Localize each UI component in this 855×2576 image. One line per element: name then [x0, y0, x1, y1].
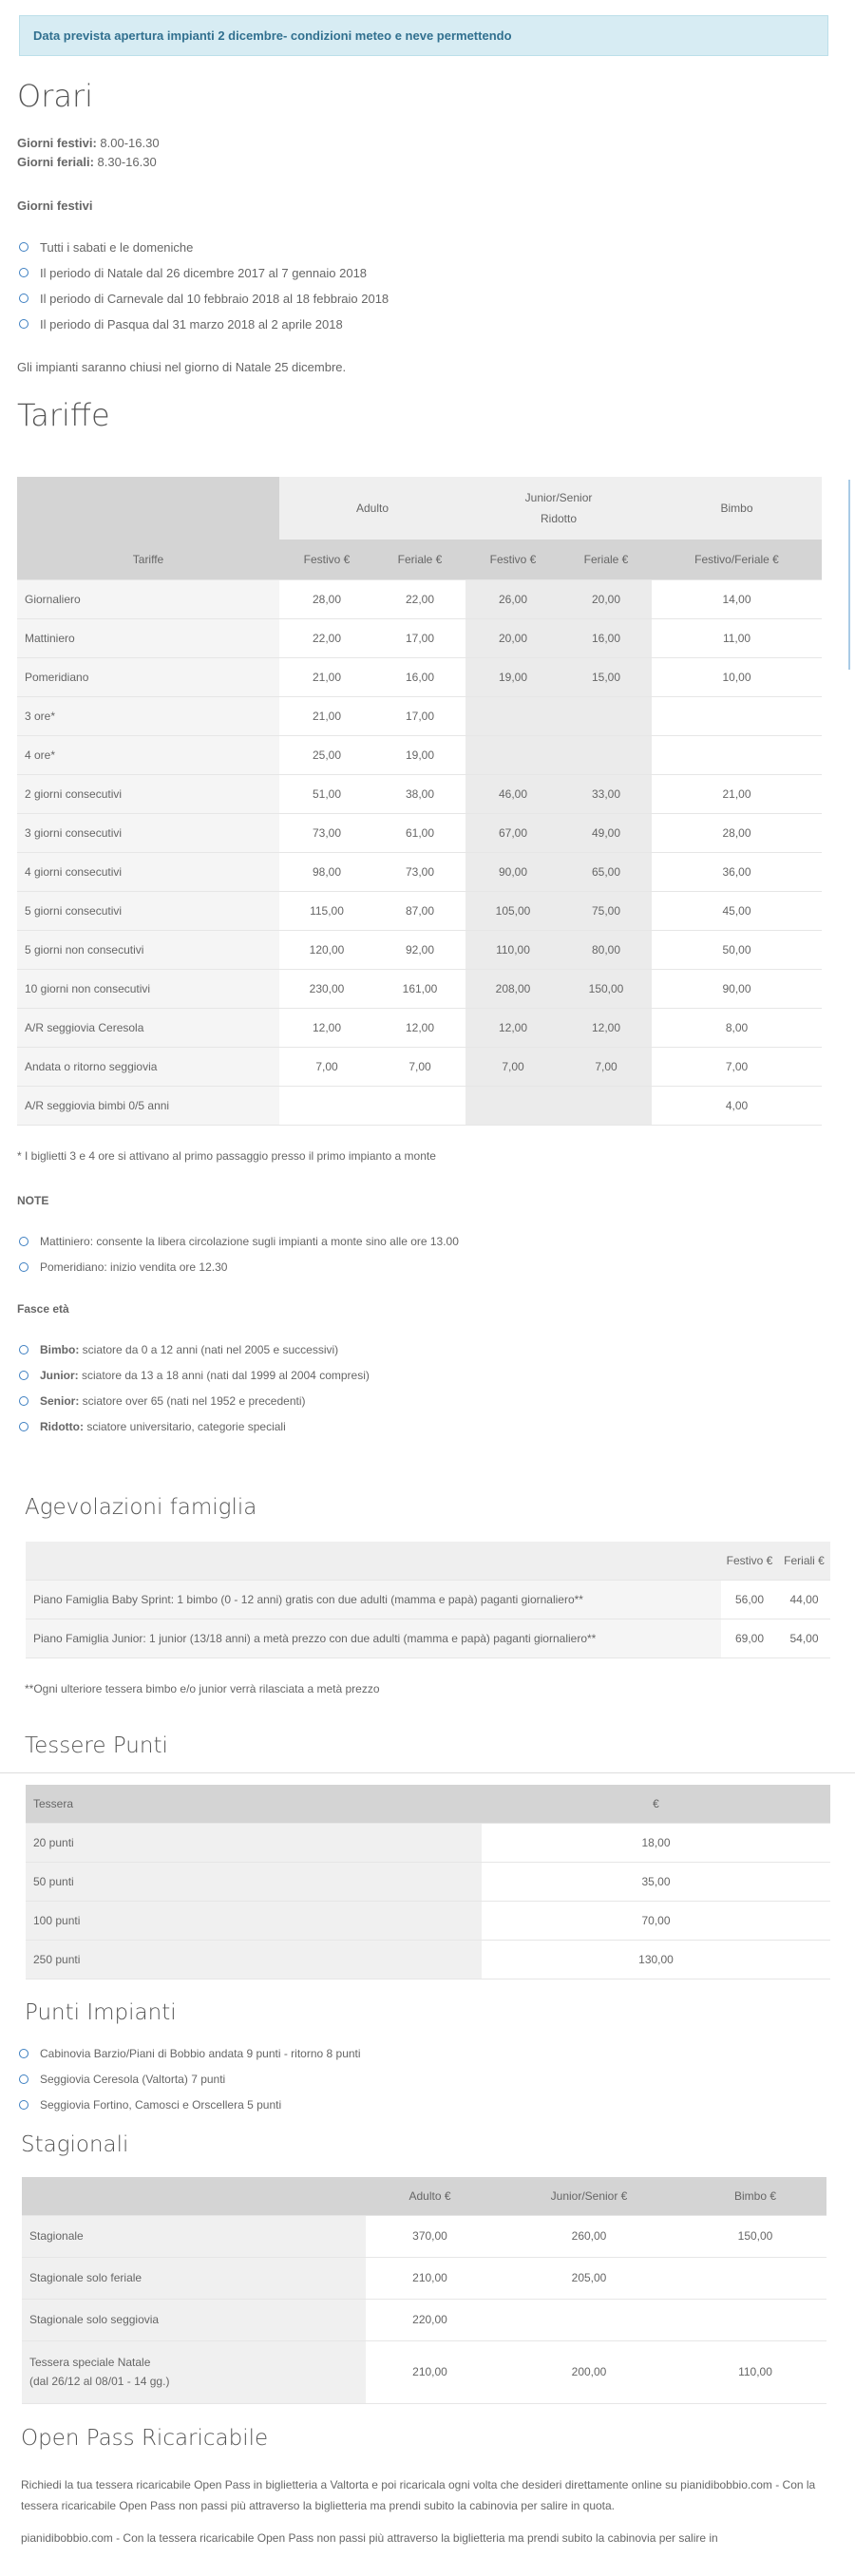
list-item: Tutti i sabati e le domeniche — [17, 235, 826, 260]
table-cell: 11,00 — [652, 618, 822, 657]
table-cell: 7,00 — [374, 1047, 466, 1086]
table-cell: 69,00 — [721, 1619, 778, 1657]
table-header: Festivo € — [466, 540, 560, 579]
table-cell: 161,00 — [374, 969, 466, 1008]
row-label: 5 giorni consecutivi — [17, 891, 279, 930]
list-item: Ridotto: sciatore universitario, categorie speciali — [17, 1414, 834, 1440]
row-label: 4 giorni consecutivi — [17, 852, 279, 891]
table-header: Feriale € — [560, 540, 652, 579]
table-cell: 80,00 — [560, 930, 652, 969]
row-label: A/R seggiovia Ceresola — [17, 1008, 279, 1047]
table-cell: 22,00 — [374, 579, 466, 618]
table-cell: 7,00 — [466, 1047, 560, 1086]
table-header: Festivo € — [279, 540, 374, 579]
table-cell: 28,00 — [279, 579, 374, 618]
tessere-table — [26, 1785, 830, 1979]
table-row — [22, 2340, 826, 2403]
table-cell: 12,00 — [374, 1008, 466, 1047]
table-cell: 33,00 — [560, 774, 652, 813]
famiglia-table — [26, 1542, 830, 1658]
bullet-circle-icon — [19, 319, 28, 329]
row-label: 250 punti — [26, 1940, 482, 1979]
table-cell: 12,00 — [560, 1008, 652, 1047]
stagionali-title: Stagionali — [21, 2132, 129, 2157]
tariffe-title: Tariffe — [17, 397, 110, 433]
table-cell: 20,00 — [466, 618, 560, 657]
table-row — [26, 1862, 830, 1901]
table-cell: 16,00 — [374, 657, 466, 696]
table-cell: 35,00 — [482, 1862, 830, 1901]
table-cell: 205,00 — [494, 2257, 684, 2299]
list-item: Bimbo: sciatore da 0 a 12 anni (nati nel 2005 e successivi) — [17, 1337, 834, 1363]
row-label: 100 punti — [26, 1901, 482, 1940]
table-cell: 26,00 — [466, 579, 560, 618]
table-row — [17, 735, 822, 774]
feriali-hours: 8.30-16.30 — [93, 155, 157, 169]
table-cell: 370,00 — [366, 2215, 494, 2257]
table-cell: 105,00 — [466, 891, 560, 930]
table-row — [17, 813, 822, 852]
table-cell: 16,00 — [560, 618, 652, 657]
table-cell: 150,00 — [560, 969, 652, 1008]
table-cell: 14,00 — [652, 579, 822, 618]
table-cell — [560, 696, 652, 735]
table-cell: 98,00 — [279, 852, 374, 891]
table-row — [17, 891, 822, 930]
table-cell: 110,00 — [466, 930, 560, 969]
row-label: 3 giorni consecutivi — [17, 813, 279, 852]
list-item: Pomeridiano: inizio vendita ore 12.30 — [17, 1255, 834, 1280]
table-row — [26, 1901, 830, 1940]
note-heading: NOTE — [17, 1194, 49, 1207]
table-cell: 12,00 — [466, 1008, 560, 1047]
table-header — [22, 2177, 366, 2215]
table-cell: 115,00 — [279, 891, 374, 930]
scroll-indicator — [848, 480, 850, 670]
row-label: 20 punti — [26, 1823, 482, 1862]
table-row — [17, 657, 822, 696]
table-cell: 7,00 — [279, 1047, 374, 1086]
row-label: Stagionale — [22, 2215, 366, 2257]
table-cell: 110,00 — [684, 2340, 826, 2403]
table-cell: 17,00 — [374, 618, 466, 657]
giorni-festivi-list — [17, 235, 826, 337]
table-cell: 21,00 — [652, 774, 822, 813]
row-label: Tessera speciale Natale (dal 26/12 al 08/01 - 14 gg.) — [22, 2340, 366, 2403]
divider — [0, 1772, 855, 1773]
table-header: Tessera — [26, 1785, 482, 1823]
table-cell: 220,00 — [366, 2299, 494, 2340]
table-cell: 87,00 — [374, 891, 466, 930]
table-cell — [279, 1086, 374, 1125]
list-item: Il periodo di Natale dal 26 dicembre 2017 al 7 gennaio 2018 — [17, 260, 826, 286]
table-cell: 45,00 — [652, 891, 822, 930]
bullet-circle-icon — [19, 1345, 28, 1354]
list-item: Seggiovia Ceresola (Valtorta) 7 punti — [17, 2067, 844, 2093]
table-cell: 260,00 — [494, 2215, 684, 2257]
table-cell: 75,00 — [560, 891, 652, 930]
table-cell: 46,00 — [466, 774, 560, 813]
punti-title: Punti Impianti — [25, 2000, 177, 2025]
row-label: Stagionale solo feriale — [22, 2257, 366, 2299]
table-header: Festivo/Feriale € — [652, 540, 822, 579]
table-cell: 10,00 — [652, 657, 822, 696]
list-item: Seggiovia Fortino, Camosci e Orscellera 5 punti — [17, 2093, 844, 2118]
row-label: Mattiniero — [17, 618, 279, 657]
table-cell — [466, 1086, 560, 1125]
table-header — [26, 1542, 721, 1580]
table-cell: 67,00 — [466, 813, 560, 852]
table-header: Festivo € — [721, 1542, 778, 1580]
table-cell: 19,00 — [374, 735, 466, 774]
table-header: Feriale € — [374, 540, 466, 579]
table-cell: 73,00 — [279, 813, 374, 852]
bullet-circle-icon — [19, 1262, 28, 1272]
bullet-circle-icon — [19, 242, 28, 252]
bullet-circle-icon — [19, 1237, 28, 1246]
table-header: Adulto — [279, 477, 466, 540]
table-cell: 22,00 — [279, 618, 374, 657]
table-header: Junior/Senior € — [494, 2177, 684, 2215]
bullet-circle-icon — [19, 2100, 28, 2110]
table-row — [26, 1823, 830, 1862]
openpass-title: Open Pass Ricaricabile — [21, 2426, 269, 2451]
table-row — [17, 1086, 822, 1125]
table-cell: 36,00 — [652, 852, 822, 891]
table-cell: Piano Famiglia Baby Sprint: 1 bimbo (0 - 12 anni) gratis con due adulti (mamma e papà) paganti giornaliero** — [26, 1580, 721, 1619]
table-header: Junior/Senior Ridotto — [466, 477, 652, 540]
bullet-circle-icon — [19, 2049, 28, 2058]
table-cell: 90,00 — [652, 969, 822, 1008]
giorni-festivi-heading: Giorni festivi — [17, 199, 93, 213]
row-label: Andata o ritorno seggiovia — [17, 1047, 279, 1086]
table-cell: 200,00 — [494, 2340, 684, 2403]
table-cell: 73,00 — [374, 852, 466, 891]
table-cell: 50,00 — [652, 930, 822, 969]
bullet-circle-icon — [19, 2074, 28, 2084]
row-label: 10 giorni non consecutivi — [17, 969, 279, 1008]
note-list — [17, 1229, 834, 1280]
table-cell: 19,00 — [466, 657, 560, 696]
table-cell: 8,00 — [652, 1008, 822, 1047]
famiglia-title: Agevolazioni famiglia — [25, 1495, 257, 1520]
table-cell: 56,00 — [721, 1580, 778, 1619]
table-cell: 38,00 — [374, 774, 466, 813]
table-row — [17, 1047, 822, 1086]
list-item: Cabinovia Barzio/Piani di Bobbio andata 9 punti - ritorno 8 punti — [17, 2041, 844, 2067]
table-row — [17, 579, 822, 618]
table-cell: 7,00 — [652, 1047, 822, 1086]
table-row — [22, 2299, 826, 2340]
table-row — [22, 2257, 826, 2299]
table-header: € — [482, 1785, 830, 1823]
row-label: 3 ore* — [17, 696, 279, 735]
punti-list — [17, 2041, 844, 2118]
table-cell: 12,00 — [279, 1008, 374, 1047]
table-row — [17, 618, 822, 657]
stagionali-table — [22, 2177, 826, 2404]
table-cell: 21,00 — [279, 657, 374, 696]
table-row — [26, 1940, 830, 1979]
table-header: Bimbo — [652, 477, 822, 540]
table-cell: 70,00 — [482, 1901, 830, 1940]
closed-note: Gli impianti saranno chiusi nel giorno di Natale 25 dicembre. — [17, 360, 347, 374]
table-cell — [466, 696, 560, 735]
row-label: A/R seggiovia bimbi 0/5 anni — [17, 1086, 279, 1125]
table-cell — [374, 1086, 466, 1125]
row-label: 50 punti — [26, 1862, 482, 1901]
bullet-circle-icon — [19, 1422, 28, 1431]
table-header: Tariffe — [17, 477, 279, 579]
table-cell: 49,00 — [560, 813, 652, 852]
feriali-label: Giorni feriali: — [17, 155, 94, 169]
table-cell: 20,00 — [560, 579, 652, 618]
bullet-circle-icon — [19, 268, 28, 277]
table-cell: 21,00 — [279, 696, 374, 735]
table-row — [17, 852, 822, 891]
table-row — [17, 930, 822, 969]
table-cell: 15,00 — [560, 657, 652, 696]
row-label: Pomeridiano — [17, 657, 279, 696]
list-item: Junior: sciatore da 13 a 18 anni (nati dal 1999 al 2004 compresi) — [17, 1363, 834, 1389]
openpass-paragraph: Richiedi la tua tessera ricaricabile Open Pass in biglietteria a Valtorta e poi ricaricala ogni volta che desideri direttamente online su pianidibobbio.com - Con la tessera ricaricabile Open Pass non passi più attraverso la biglietteria ma prendi subito la cabinovia per salire in quota. — [21, 2478, 816, 2512]
fasce-list — [17, 1337, 834, 1440]
table-cell: 4,00 — [652, 1086, 822, 1125]
row-label: Stagionale solo seggiovia — [22, 2299, 366, 2340]
row-label: 2 giorni consecutivi — [17, 774, 279, 813]
festivi-label: Giorni festivi: — [17, 136, 97, 150]
openpass-paragraph: pianidibobbio.com - Con la tessera ricaricabile Open Pass non passi più attraverso la biglietteria ma prendi subito la cabinovia per salire in — [21, 2531, 718, 2545]
table-cell — [560, 735, 652, 774]
table-cell: 150,00 — [684, 2215, 826, 2257]
table-cell: 130,00 — [482, 1940, 830, 1979]
table-cell: 210,00 — [366, 2257, 494, 2299]
table-row — [17, 774, 822, 813]
table-cell: 51,00 — [279, 774, 374, 813]
list-item: Mattiniero: consente la libera circolazione sugli impianti a monte sino alle ore 13.00 — [17, 1229, 834, 1255]
orari-title: Orari — [17, 78, 93, 114]
table-cell — [684, 2257, 826, 2299]
table-cell: 120,00 — [279, 930, 374, 969]
orari-hours — [17, 134, 826, 172]
tariffe-footnote: * I biglietti 3 e 4 ore si attivano al primo passaggio presso il primo impianto a monte — [17, 1148, 436, 1163]
table-cell — [652, 735, 822, 774]
table-cell: 65,00 — [560, 852, 652, 891]
table-cell: 61,00 — [374, 813, 466, 852]
table-cell: 44,00 — [778, 1580, 830, 1619]
table-cell: 18,00 — [482, 1823, 830, 1862]
table-cell: 54,00 — [778, 1619, 830, 1657]
famiglia-footnote: **Ogni ulteriore tessera bimbo e/o junior verrà rilasciata a metà prezzo — [25, 1681, 380, 1695]
tariffe-table — [17, 477, 822, 1126]
table-header: Adulto € — [366, 2177, 494, 2215]
table-cell: 92,00 — [374, 930, 466, 969]
table-cell: 210,00 — [366, 2340, 494, 2403]
table-row — [22, 2215, 826, 2257]
list-item: Il periodo di Carnevale dal 10 febbraio 2018 al 18 febbraio 2018 — [17, 286, 826, 312]
row-label: Giornaliero — [17, 579, 279, 618]
table-row — [17, 1008, 822, 1047]
table-cell — [494, 2299, 684, 2340]
list-item: Il periodo di Pasqua dal 31 marzo 2018 al 2 aprile 2018 — [17, 312, 826, 337]
table-cell — [560, 1086, 652, 1125]
table-cell: 28,00 — [652, 813, 822, 852]
table-cell: 208,00 — [466, 969, 560, 1008]
table-header: Feriali € — [778, 1542, 830, 1580]
bullet-circle-icon — [19, 1371, 28, 1380]
table-row — [17, 969, 822, 1008]
announcement-banner — [19, 15, 828, 56]
table-row — [17, 696, 822, 735]
table-cell: 90,00 — [466, 852, 560, 891]
table-cell: Piano Famiglia Junior: 1 junior (13/18 anni) a metà prezzo con due adulti (mamma e papà) paganti giornaliero** — [26, 1619, 721, 1657]
fasce-heading: Fasce età — [17, 1302, 69, 1316]
table-header: Bimbo € — [684, 2177, 826, 2215]
bullet-circle-icon — [19, 1396, 28, 1406]
row-label: 5 giorni non consecutivi — [17, 930, 279, 969]
list-item: Senior: sciatore over 65 (nati nel 1952 e precedenti) — [17, 1389, 834, 1414]
table-cell — [652, 696, 822, 735]
bullet-circle-icon — [19, 294, 28, 303]
table-cell — [684, 2299, 826, 2340]
table-cell: 17,00 — [374, 696, 466, 735]
table-cell: 7,00 — [560, 1047, 652, 1086]
festivi-hours: 8.00-16.30 — [96, 136, 160, 150]
table-cell: 230,00 — [279, 969, 374, 1008]
tessere-title: Tessere Punti — [25, 1733, 168, 1758]
table-cell — [466, 735, 560, 774]
announcement-text: Data prevista apertura impianti 2 dicembre- condizioni meteo e neve permettendo — [33, 28, 512, 43]
row-label: 4 ore* — [17, 735, 279, 774]
table-cell: 25,00 — [279, 735, 374, 774]
